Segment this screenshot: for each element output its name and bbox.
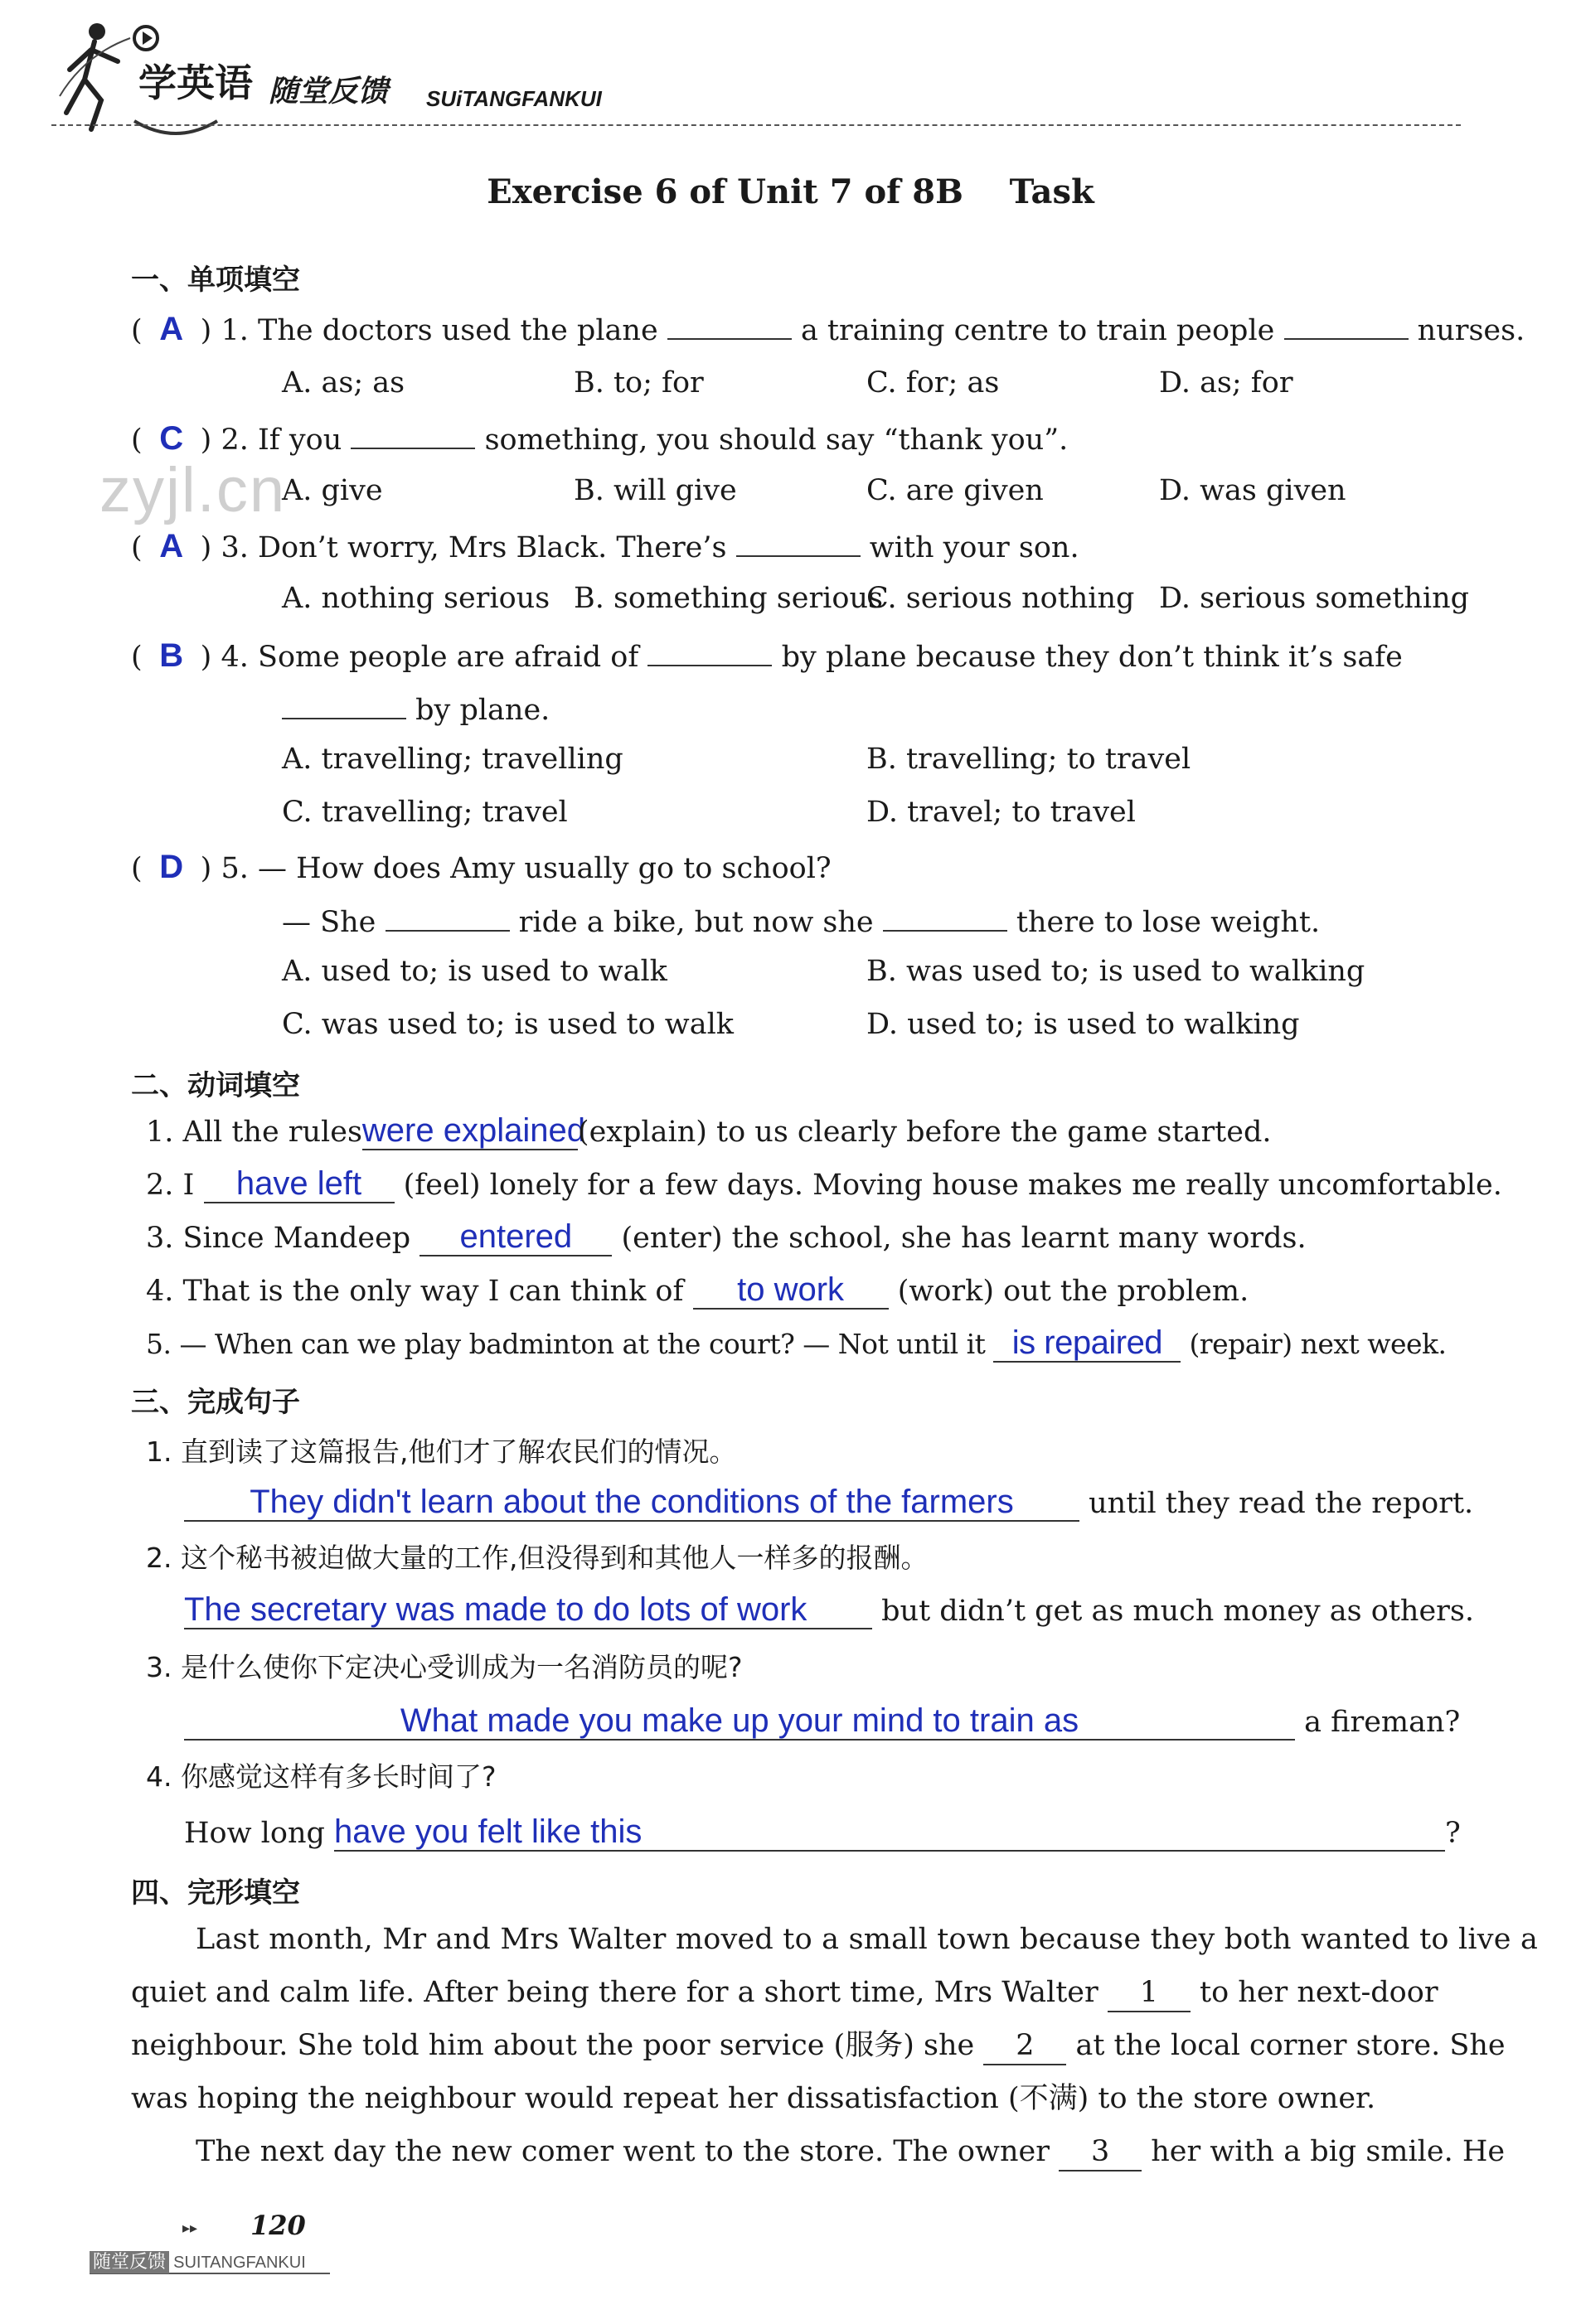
blank[interactable] bbox=[351, 419, 475, 449]
header-brand: 学英语 bbox=[138, 61, 253, 105]
section-heading-1: 一、单项填空 bbox=[131, 264, 300, 297]
header-logo bbox=[51, 22, 632, 138]
header-subtitle: 随堂反馈 bbox=[269, 75, 389, 109]
option-d: D. travel; to travel bbox=[866, 796, 1136, 829]
section-heading-4: 四、完形填空 bbox=[131, 1876, 300, 1910]
blank[interactable] bbox=[883, 902, 1007, 932]
passage-line: quiet and calm life. After being there for a short time, Mrs Walter 1 to her next-door bbox=[131, 1974, 1438, 2012]
page-title: Exercise 6 of Unit 7 of 8B Task bbox=[487, 172, 1094, 211]
blank[interactable] bbox=[386, 902, 510, 932]
footer-pinyin: SUITANGFANKUI bbox=[173, 2254, 306, 2272]
sentence-prompt-2: 2. 这个秘书被迫做大量的工作,但没得到和其他人一样多的报酬。 bbox=[146, 1542, 929, 1574]
verb-question-5: 5. — When can we play badminton at the court? — Not until it is repaired (repair) next week. bbox=[146, 1324, 1447, 1361]
option-a: A. as; as bbox=[282, 366, 405, 399]
mc-question-3: ( A ) 3. Don’t worry, Mrs Black. There’s with your son. bbox=[131, 528, 1079, 564]
option-d: D. used to; is used to walking bbox=[866, 1008, 1300, 1041]
mc-question-2: ( C ) 2. If you something, you should say “thank you”. bbox=[131, 420, 1069, 457]
option-a: A. used to; is used to walk bbox=[282, 955, 667, 988]
footer-brand bbox=[90, 2248, 330, 2274]
option-a: A. nothing serious bbox=[282, 582, 550, 615]
answer-field[interactable]: is repaired bbox=[993, 1324, 1181, 1363]
section-heading-2: 二、动词填空 bbox=[131, 1069, 300, 1102]
verb-question-2: 2. I have left (feel) lonely for a few days. Moving house makes me really uncomfortable. bbox=[146, 1165, 1502, 1202]
option-c: C. for; as bbox=[866, 366, 1000, 399]
sentence-prompt-1: 1. 直到读了这篇报告,他们才了解农民们的情况。 bbox=[146, 1436, 737, 1468]
mc-question-5-cont: — She ride a bike, but now she there to lose weight. bbox=[282, 902, 1320, 941]
watermark: zyjl.cn bbox=[99, 455, 287, 525]
sentence-answer-4: How long have you felt like this ? bbox=[184, 1813, 1461, 1850]
option-d: D. as; for bbox=[1159, 366, 1293, 399]
answer-field[interactable]: were explained bbox=[361, 1112, 585, 1149]
answer-field[interactable]: have left bbox=[204, 1165, 395, 1203]
blank[interactable] bbox=[647, 637, 772, 666]
sentence-answer-2: The secretary was made to do lots of work but didn’t get as much money as others. bbox=[184, 1591, 1474, 1628]
passage-line: was hoping the neighbour would repeat her dissatisfaction (不满) to the store owner. bbox=[131, 2082, 1376, 2115]
answer-mark: A bbox=[159, 311, 184, 347]
answer-field[interactable]: have you felt like this bbox=[334, 1813, 1445, 1852]
blank[interactable] bbox=[1284, 310, 1409, 340]
answer-mark: D bbox=[159, 849, 184, 885]
footer-brand-box: 随堂反馈 bbox=[90, 2251, 169, 2273]
cloze-blank-1[interactable]: 1 bbox=[1108, 1974, 1191, 2012]
option-a: A. give bbox=[282, 474, 383, 507]
mc-question-1: ( A ) 1. The doctors used the plane a training centre to train people nurses. bbox=[131, 311, 1525, 347]
blank[interactable] bbox=[282, 690, 406, 719]
option-d: D. serious something bbox=[1159, 582, 1470, 615]
option-b: B. travelling; to travel bbox=[866, 743, 1191, 776]
answer-field[interactable]: to work bbox=[693, 1271, 889, 1310]
answer-mark: B bbox=[159, 637, 184, 674]
sentence-prompt-3: 3. 是什么使你下定决心受训成为一名消防员的呢? bbox=[146, 1651, 743, 1683]
page-number: 120 bbox=[250, 2210, 306, 2241]
option-d: D. was given bbox=[1159, 474, 1346, 507]
option-b: B. something serious bbox=[574, 582, 883, 615]
verb-question-3: 3. Since Mandeep entered (enter) the school, she has learnt many words. bbox=[146, 1218, 1307, 1255]
cloze-blank-3[interactable]: 3 bbox=[1059, 2133, 1142, 2171]
section-heading-3: 三、完成句子 bbox=[131, 1386, 300, 1419]
option-b: B. to; for bbox=[574, 366, 704, 399]
verb-question-1: 1. All the ruleswere explained(explain) to us clearly before the game started. bbox=[146, 1112, 1272, 1149]
answer-mark: C bbox=[159, 420, 184, 457]
blank[interactable] bbox=[736, 527, 861, 557]
passage-line: Last month, Mr and Mrs Walter moved to a small town because they both wanted to live a bbox=[196, 1923, 1539, 1956]
option-c: C. are given bbox=[866, 474, 1044, 507]
option-c: C. serious nothing bbox=[866, 582, 1135, 615]
mc-question-4: ( B ) 4. Some people are afraid of by plane because they don’t think it’s safe bbox=[131, 637, 1403, 674]
sentence-answer-3: What made you make up your mind to train as a fireman? bbox=[184, 1702, 1460, 1741]
option-b: B. was used to; is used to walking bbox=[866, 955, 1365, 988]
option-b: B. will give bbox=[574, 474, 737, 507]
sentence-answer-1: They didn't learn about the conditions of the farmers until they read the report. bbox=[184, 1484, 1473, 1522]
mc-question-4-cont: by plane. bbox=[282, 690, 550, 729]
answer-field[interactable]: They didn't learn about the conditions of the farmers bbox=[184, 1484, 1079, 1522]
option-a: A. travelling; travelling bbox=[282, 743, 623, 776]
sentence-prompt-4: 4. 你感觉这样有多长时间了? bbox=[146, 1760, 497, 1793]
header-pinyin: SUiTANGFANKUI bbox=[426, 86, 602, 111]
passage-line: neighbour. She told him about the poor service (服务) she 2 at the local corner store. She bbox=[131, 2027, 1506, 2065]
footer-arrow-icon: ▸▸ bbox=[182, 2220, 198, 2237]
option-c: C. travelling; travel bbox=[282, 796, 568, 829]
answer-field[interactable]: entered bbox=[419, 1218, 612, 1256]
cloze-blank-2[interactable]: 2 bbox=[983, 2027, 1066, 2065]
answer-mark: A bbox=[159, 528, 184, 564]
option-c: C. was used to; is used to walk bbox=[282, 1008, 735, 1041]
passage-line: The next day the new comer went to the store. The owner 3 her with a big smile. He bbox=[196, 2133, 1505, 2171]
header-dashed-rule bbox=[51, 124, 1461, 126]
answer-field[interactable]: What made you make up your mind to train as bbox=[184, 1702, 1295, 1741]
answer-field[interactable]: The secretary was made to do lots of work bbox=[184, 1591, 872, 1629]
mc-question-5: ( D ) 5. — How does Amy usually go to school? bbox=[131, 849, 832, 885]
blank[interactable] bbox=[667, 310, 792, 340]
verb-question-4: 4. That is the only way I can think of to work (work) out the problem. bbox=[146, 1271, 1249, 1308]
